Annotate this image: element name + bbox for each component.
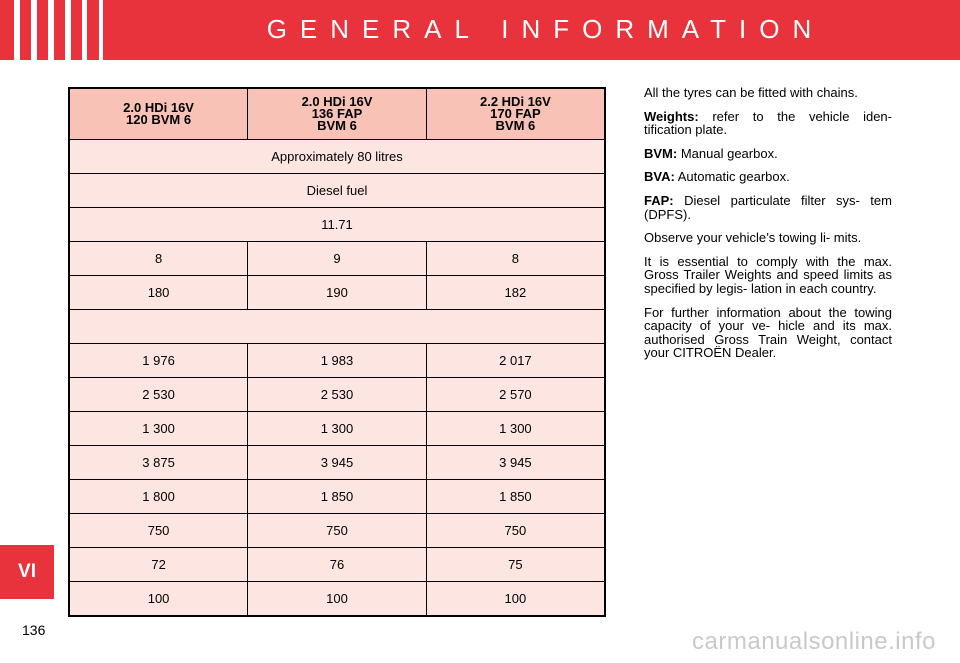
bvm-label: BVM: [644, 145, 678, 161]
table-cell: 8 [69, 242, 248, 276]
weights-label: Weights: [644, 108, 699, 124]
table-cell: 1 300 [248, 412, 427, 446]
header-stripe [31, 0, 37, 60]
fuel-capacity-cell: Approximately 80 litres [69, 140, 605, 174]
table-cell: 1 300 [426, 412, 605, 446]
table-row [69, 140, 605, 174]
table-cell: 180 [69, 276, 248, 310]
column-header-line: 2.2 HDi 16V [479, 94, 551, 109]
value-cell: 11.71 [69, 208, 605, 242]
table-cell: 1 800 [69, 480, 248, 514]
page-number: 136 [22, 622, 46, 638]
table-cell: 100 [426, 582, 605, 617]
table-cell: 2 017 [426, 344, 605, 378]
column-header-line: 120 BVM 6 [126, 112, 192, 127]
table-cell: 750 [248, 514, 427, 548]
header-bar [0, 0, 960, 60]
weights-text: refer to the vehicle iden- tification plate. [644, 108, 892, 138]
bva-label: BVA: [644, 169, 675, 185]
table-cell: 75 [426, 548, 605, 582]
column-header-line: BVM 6 [317, 118, 357, 133]
fap-text: Diesel particulate filter sys- tem (DPFS). [644, 192, 892, 222]
legal-note: It is essential to comply with the max. Gross Trailer Weights and speed limits as specified by legis- lation in each country. [644, 253, 892, 296]
table-row [69, 276, 605, 310]
bva-note [644, 170, 892, 184]
table-row [69, 174, 605, 208]
column-header-line: 2.0 HDi 16V [123, 100, 194, 115]
fap-label: FAP: [644, 192, 674, 208]
column-header-line: 2.0 HDi 16V [301, 94, 373, 109]
watermark: carmanualsonline.info [692, 628, 936, 655]
table-cell: 1 300 [69, 412, 248, 446]
table-cell: 100 [69, 582, 248, 617]
notes-column [644, 86, 892, 370]
table-cell: 8 [426, 242, 605, 276]
table-header-row [69, 88, 605, 140]
column-header-line: 170 FAP [490, 106, 541, 121]
column-header [248, 88, 427, 140]
bva-text: Automatic gearbox. [677, 169, 790, 185]
table-cell: 1 976 [69, 344, 248, 378]
table-cell: 72 [69, 548, 248, 582]
table-row [69, 514, 605, 548]
table-cell: 2 570 [426, 378, 605, 412]
table-cell: 76 [248, 548, 427, 582]
header-stripe [14, 0, 20, 60]
table-row [69, 548, 605, 582]
header-stripe [65, 0, 71, 60]
bvm-note [644, 147, 892, 161]
column-header-line: 136 FAP [311, 106, 363, 121]
table-cell: 750 [69, 514, 248, 548]
towing-note: Observe your vehicle’s towing li- mits. [644, 230, 862, 246]
bvm-text: Manual gearbox. [680, 145, 778, 161]
table-row [69, 378, 605, 412]
table-cell: 2 530 [69, 378, 248, 412]
table-cell: 9 [248, 242, 427, 276]
table-cell: 100 [248, 582, 427, 617]
fap-note [644, 194, 892, 221]
table-cell: 3 945 [248, 446, 427, 480]
table-row [69, 582, 605, 617]
column-header [426, 88, 605, 140]
header-stripe [48, 0, 54, 60]
table-cell: 1 850 [248, 480, 427, 514]
table-row [69, 242, 605, 276]
weights-note [644, 110, 892, 137]
table-row [69, 344, 605, 378]
table-cell: 190 [248, 276, 427, 310]
table-cell: 750 [426, 514, 605, 548]
tyres-note: All the tyres can be fitted with chains. [644, 85, 858, 100]
table-row [69, 310, 605, 344]
header-stripe [82, 0, 87, 60]
table-cell: 3 945 [426, 446, 605, 480]
table-cell: 182 [426, 276, 605, 310]
chapter-tab: VI [0, 545, 54, 599]
dealer-note: For further information about the towing capacity of your ve- hicle and its max. authorised Gross Train Weight, contact your CITROËN Dealer. [644, 304, 892, 361]
table-cell: 1 983 [248, 344, 427, 378]
page-title: GENERAL INFORMATION [266, 14, 825, 44]
table-row [69, 446, 605, 480]
table-cell: 1 850 [426, 480, 605, 514]
column-header-line: BVM 6 [495, 118, 536, 133]
table-row [69, 412, 605, 446]
engine-spec-table [68, 87, 606, 617]
table-row [69, 208, 605, 242]
fuel-type-cell: Diesel fuel [69, 174, 605, 208]
column-header [69, 88, 248, 140]
header-stripe [99, 0, 103, 60]
empty-cell [69, 310, 605, 344]
table-row [69, 480, 605, 514]
table-cell: 2 530 [248, 378, 427, 412]
table-cell: 3 875 [69, 446, 248, 480]
